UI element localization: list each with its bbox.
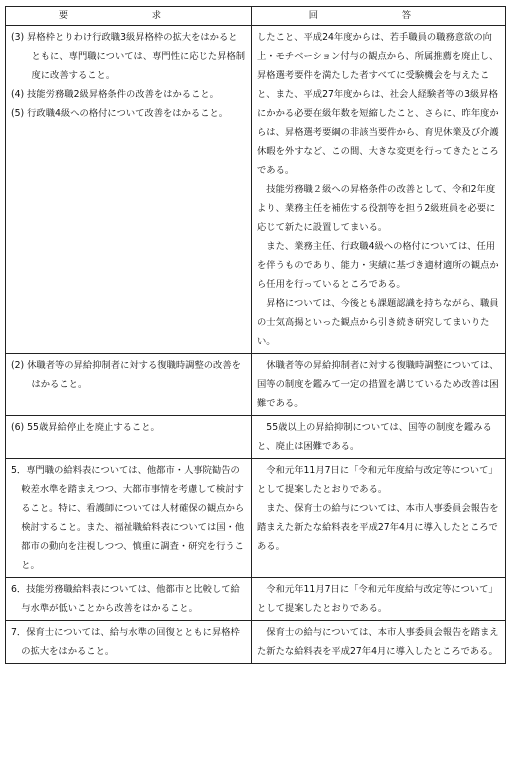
request-cell	[6, 26, 252, 354]
table-row	[6, 416, 506, 459]
table-row	[6, 354, 506, 416]
table-row	[6, 578, 506, 621]
request-item: (6) 55歳昇給停止を廃止すること。	[11, 422, 160, 433]
answer-paragraph: 休職者等の昇給抑制者に対する復職時調整については、国等の制度を鑑みて一定の措置を講じているため改善は困難である。	[257, 360, 499, 409]
answer-cell	[252, 354, 506, 416]
request-item: 7．保育士については、給与水準の回復とともに昇格枠の拡大をはかること。	[11, 627, 240, 657]
request-cell	[6, 578, 252, 621]
request-cell	[6, 621, 252, 664]
request-item: 5．専門職の給料表については、他都市・人事院勧告の較差水準を踏まえつつ、大都市事情を考慮して検討すること。特に、看護師については人材確保の観点から検討すること。また、福祉職給料表については国・他都市の動向を注視しつつ、慎重に調査・研究を行うこと。	[11, 465, 245, 571]
table-row	[6, 26, 506, 354]
answer-paragraph: したこと、平成24年度からは、若手職員の職務意欲の向上・モチベーション付与の観点から、所属推薦を廃止し、昇格選考要件を満たした者すべてに受験機会を与えたこと、また、平成27年度からは、社会人経験者等の3級昇格にかかる必要在級年数を短縮したこと、さらに、昨年度からは、昇格選考要綱の非該当要件から、育児休業及び介護休暇を外すなど、この間、大きな変更を行ってきたところである。	[257, 32, 499, 176]
table-row	[6, 621, 506, 664]
answer-cell	[252, 26, 506, 354]
answer-cell	[252, 459, 506, 578]
header-answer: 回 答	[252, 7, 506, 26]
request-answer-table	[5, 6, 506, 664]
table-header-row	[6, 7, 506, 26]
table-row	[6, 459, 506, 578]
answer-paragraph: 技能労務職２級への昇格条件の改善として、令和2年度より、業務主任を補佐する役割等を担う2級班員を必要に応じて新たに設置してまいる。	[257, 184, 496, 233]
request-item: (5) 行政職4級への格付について改善をはかること。	[11, 108, 229, 119]
answer-paragraph: 55歳以上の昇給抑制については、国等の制度を鑑みると、廃止は困難である。	[257, 422, 492, 452]
answer-cell	[252, 578, 506, 621]
request-cell	[6, 354, 252, 416]
header-request: 要 求	[6, 7, 252, 26]
answer-cell	[252, 621, 506, 664]
answer-paragraph: また、保育士の給与については、本市人事委員会報告を踏まえた新たな給料表を平成27年4月に導入したところである。	[257, 503, 499, 552]
request-cell	[6, 416, 252, 459]
request-item: (2) 休職者等の昇給抑制者に対する復職時調整の改善をはかること。	[11, 360, 241, 390]
answer-paragraph: 令和元年11月7日に「令和元年度給与改定等について」として提案したとおりである。	[257, 584, 498, 614]
request-cell	[6, 459, 252, 578]
request-item: 6．技能労務職給料表については、他都市と比較して給与水準が低いことから改善をはかること。	[11, 584, 240, 614]
answer-paragraph: また、業務主任、行政職4級への格付については、任用を伴うものであり、能力・実績に基づき適材適所の観点から任用を行っているところである。	[257, 241, 499, 290]
answer-paragraph: 令和元年11月7日に「令和元年度給与改定等について」として提案したとおりである。	[257, 465, 498, 495]
answer-paragraph: 昇格については、今後とも課題認識を持ちながら、職員の士気高揚といった観点から引き続き研究してまいりたい。	[257, 298, 499, 347]
answer-paragraph: 保育士の給与については、本市人事委員会報告を踏まえた新たな給料表を平成27年4月に導入したところである。	[257, 627, 499, 657]
request-item: (4) 技能労務職2級昇格条件の改善をはかること。	[11, 89, 219, 100]
answer-cell	[252, 416, 506, 459]
request-item: (3) 昇格枠とりわけ行政職3級昇格枠の拡大をはかるとともに、専門職については、専門性に応じた昇格制度に改善すること。	[11, 32, 246, 81]
